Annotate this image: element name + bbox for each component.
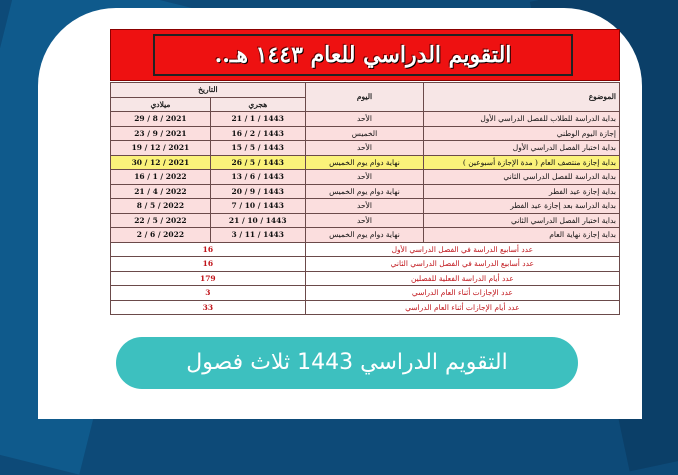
cell-gregorian: 2022 / 5 / 8 — [111, 199, 211, 214]
cell-gregorian: 2022 / 4 / 21 — [111, 184, 211, 199]
cell-hijri: 1443 / 2 / 16 — [210, 126, 305, 141]
cell-day: الأحد — [305, 213, 424, 228]
summary-value: 16 — [111, 242, 306, 257]
cell-day: نهاية دوام يوم الخميس — [305, 155, 424, 170]
summary-row — [111, 257, 620, 272]
cell-day: الأحد — [305, 141, 424, 156]
table-row — [111, 170, 620, 185]
table-row — [111, 112, 620, 127]
table-row — [111, 213, 620, 228]
summary-label: عدد أسابيع الدراسة في الفصل الدراسي الأول — [305, 242, 619, 257]
title-band — [110, 29, 620, 81]
table-row — [111, 141, 620, 156]
cell-hijri: 1443 / 6 / 13 — [210, 170, 305, 185]
cell-day: الأحد — [305, 170, 424, 185]
cell-hijri: 1443 / 5 / 26 — [210, 155, 305, 170]
cell-topic: بداية إجازة عيد الفطر — [424, 184, 620, 199]
header-topic: الموضوع — [424, 83, 620, 112]
summary-label: عدد أيام الدراسة الفعلية للفصلين — [305, 271, 619, 286]
cell-gregorian: 2021 / 9 / 23 — [111, 126, 211, 141]
cell-hijri: 1443 / 1 / 21 — [210, 112, 305, 127]
calendar-sheet — [110, 29, 620, 317]
table-row — [111, 228, 620, 243]
summary-value: 3 — [111, 286, 306, 301]
header-date: التاريخ — [111, 83, 306, 98]
cell-hijri: 1443 / 10 / 7 — [210, 199, 305, 214]
cell-hijri: 1443 / 10 / 21 — [210, 213, 305, 228]
cell-topic: بداية الدراسة بعد إجازة عيد الفطر — [424, 199, 620, 214]
calendar-title: التقويم الدراسي للعام ١٤٤٣ هـ.. — [214, 42, 512, 68]
cell-hijri: 1443 / 9 / 20 — [210, 184, 305, 199]
cell-topic: بداية إجازة منتصف العام ( مدة الإجازة أسبوعين ) — [424, 155, 620, 170]
cell-gregorian: 2022 / 6 / 2 — [111, 228, 211, 243]
cell-gregorian: 2021 / 12 / 30 — [111, 155, 211, 170]
cell-topic: إجازة اليوم الوطني — [424, 126, 620, 141]
cell-gregorian: 2021 / 8 / 29 — [111, 112, 211, 127]
summary-value: 16 — [111, 257, 306, 272]
cell-day: الخميس — [305, 126, 424, 141]
cell-topic: بداية إجازة نهاية العام — [424, 228, 620, 243]
caption-text: التقويم الدراسي 1443 ثلاث فصول — [186, 350, 508, 375]
cell-topic: بداية اختبار الفصل الدراسي الثاني — [424, 213, 620, 228]
table-row — [111, 126, 620, 141]
table-row — [111, 184, 620, 199]
cell-day: نهاية دوام يوم الخميس — [305, 184, 424, 199]
header-day: اليوم — [305, 83, 424, 112]
cell-hijri: 1443 / 11 / 3 — [210, 228, 305, 243]
summary-value: 179 — [111, 271, 306, 286]
summary-label: عدد أسابيع الدراسة في الفصل الدراسي الثاني — [305, 257, 619, 272]
calendar-table — [110, 82, 620, 315]
table-row — [111, 199, 620, 214]
cell-gregorian: 2022 / 1 / 16 — [111, 170, 211, 185]
cell-day: الأحد — [305, 199, 424, 214]
header-hijri: هجري — [210, 97, 305, 112]
summary-value: 33 — [111, 300, 306, 315]
header-gregorian: ميلادي — [111, 97, 211, 112]
cell-gregorian: 2021 / 12 / 19 — [111, 141, 211, 156]
cell-topic: بداية الدراسة للطلاب للفصل الدراسي الأول — [424, 112, 620, 127]
summary-label: عدد الإجازات أثناء العام الدراسي — [305, 286, 619, 301]
caption-pill — [116, 337, 578, 389]
table-row-highlighted — [111, 155, 620, 170]
summary-row — [111, 242, 620, 257]
summary-label: عدد أيام الإجازات أثناء العام الدراسي — [305, 300, 619, 315]
cell-hijri: 1443 / 5 / 15 — [210, 141, 305, 156]
summary-row — [111, 271, 620, 286]
title-box — [153, 34, 573, 76]
cell-day: الأحد — [305, 112, 424, 127]
cell-topic: بداية الدراسة للفصل الدراسي الثاني — [424, 170, 620, 185]
summary-row — [111, 286, 620, 301]
cell-topic: بداية اختبار الفصل الدراسي الأول — [424, 141, 620, 156]
summary-row — [111, 300, 620, 315]
cell-day: نهاية دوام يوم الخميس — [305, 228, 424, 243]
cell-gregorian: 2022 / 5 / 22 — [111, 213, 211, 228]
